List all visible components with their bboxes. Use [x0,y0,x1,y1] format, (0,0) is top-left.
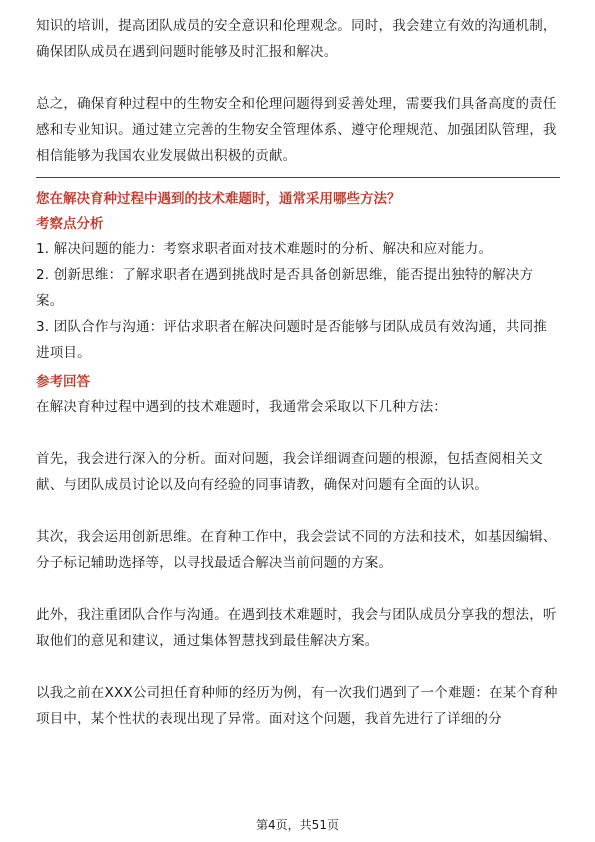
analysis-item-1: 1. 解决问题的能力：考察求职者面对技术难题时的分析、解决和应对能力。 [36,241,493,257]
page-number: 第4页，共51页 [256,818,339,832]
answer-lead: 在解决育种过程中遇到的技术难题时，我通常会采取以下几种方法： [36,399,447,415]
section-divider [36,177,560,178]
answer-paragraph-2: 其次，我会运用创新思维。在育种工作中，我会尝试不同的方法和技术，如基因编辑、分子标记辅助选择等，以寻找最适合解决当前问题的方案。 [36,529,557,571]
analysis-item-3: 3. 团队合作与沟通：评估求职者在解决问题时是否能够与团队成员有效沟通，共同推进项目。 [36,319,547,361]
analysis-title: 考察点分析 [36,216,104,232]
intro-paragraph-1: 知识的培训，提高团队成员的安全意识和伦理观念。同时，我会建立有效的沟通机制，确保团队成员在遇到问题时能够及时汇报和解决。 [36,18,557,60]
answer-title: 参考回答 [36,374,90,390]
answer-paragraph-1: 首先，我会进行深入的分析。面对问题，我会详细调查问题的根源，包括查阅相关文献、与团队成员讨论以及向有经验的同事请教，确保对问题有全面的认识。 [36,451,543,493]
answer-paragraph-3: 此外，我注重团队合作与沟通。在遇到技术难题时，我会与团队成员分享我的想法，听取他们的意见和建议，通过集体智慧找到最佳解决方案。 [36,607,557,649]
intro-paragraph-2: 总之，确保育种过程中的生物安全和伦理问题得到妥善处理，需要我们具备高度的责任感和专业知识。通过建立完善的生物安全管理体系、遵守伦理规范、加强团队管理，我相信能够为我国农业发展做出积极的贡献。 [36,96,557,164]
question-heading: 您在解决育种过程中遇到的技术难题时，通常采用哪些方法？ [36,191,401,207]
answer-paragraph-4: 以我之前在XXX公司担任育种师的经历为例，有一次我们遇到了一个难题：在某个育种项目中，某个性状的表现出现了异常。面对这个问题，我首先进行了详细的分 [36,685,558,727]
analysis-item-2: 2. 创新思维：了解求职者在遇到挑战时是否具备创新思维，能否提出独特的解决方案。 [36,267,534,309]
document-page [36,0,560,732]
